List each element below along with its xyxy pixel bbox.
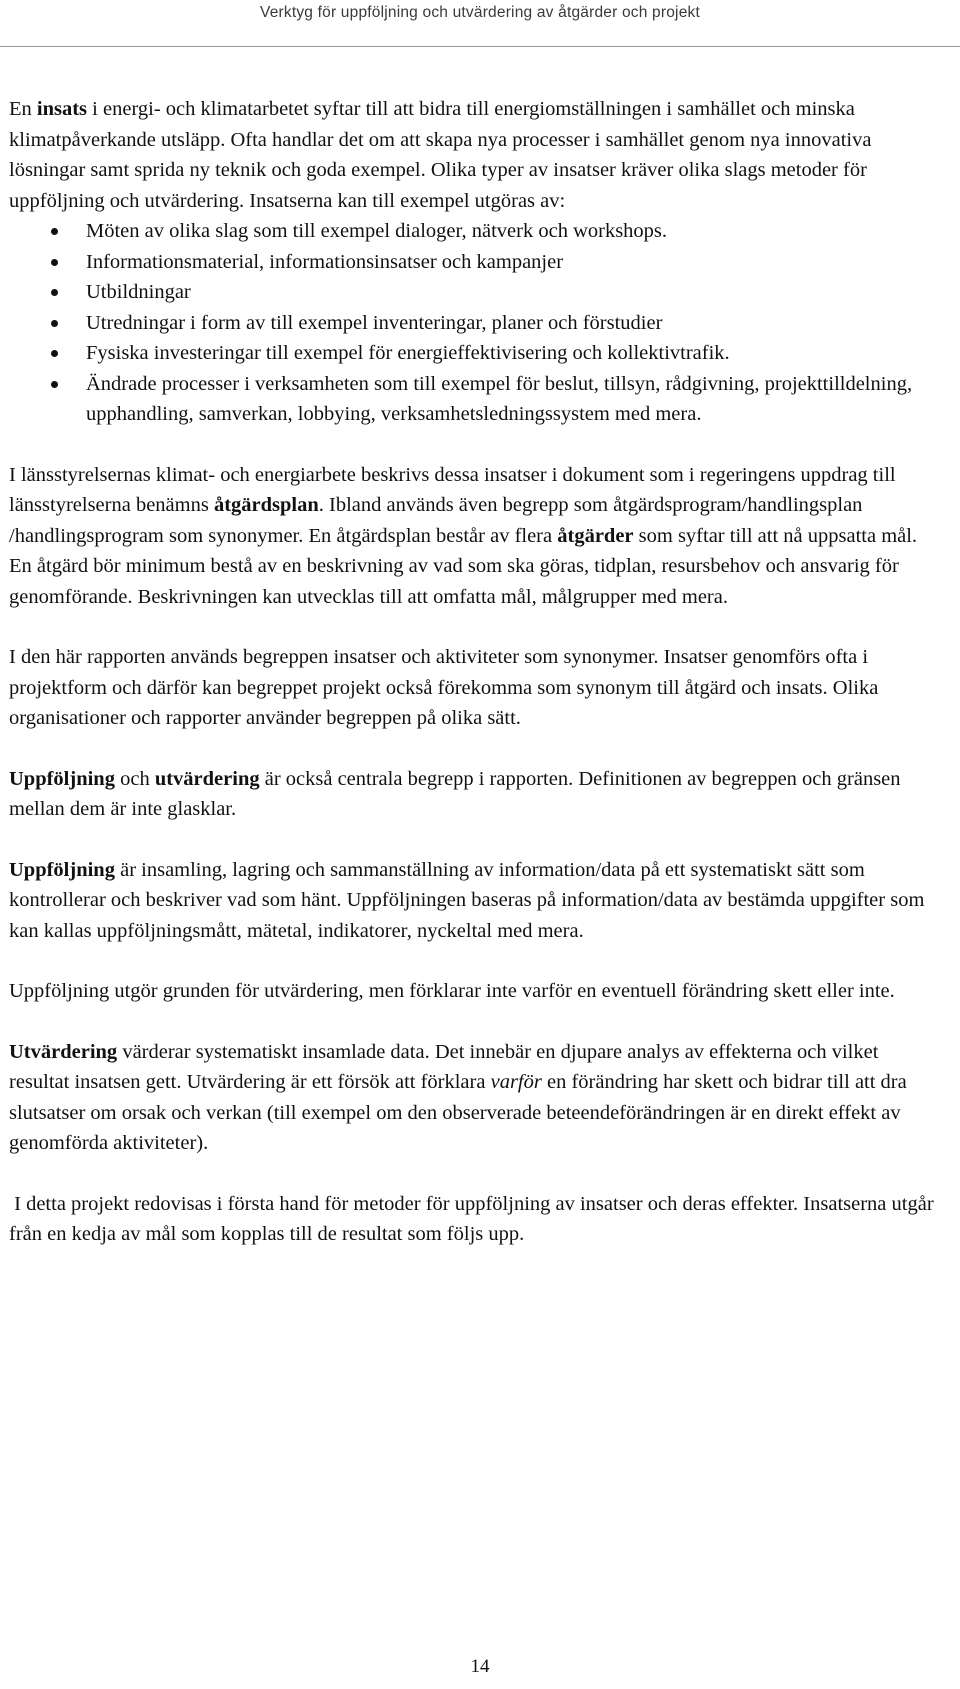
term-uppfoljning: Uppföljning <box>9 858 115 881</box>
list-item: Utredningar i form av till exempel inventeringar, planer och förstudier <box>9 308 939 339</box>
term-uppfoljning: Uppföljning <box>9 767 115 790</box>
page-number: 14 <box>470 1656 490 1677</box>
list-item: Ändrade processer i verksamheten som till exempel för beslut, tillsyn, rådgivning, projekttilldelning, upphandling, samverkan, lobbying, verksamhetsledningssystem med mera. <box>9 369 939 430</box>
document-body <box>9 94 939 1250</box>
term-utvardering: Utvärdering <box>9 1040 118 1063</box>
running-header <box>0 0 960 47</box>
paragraph-uppfoljning-definition: Uppföljning är insamling, lagring och sammanställning av information/data på ett systematiskt sätt som kontrollerar och beskriver vad som hänt. Uppföljningen baseras på information/data av bestämda uppgifter som kan kallas uppföljningsmått, mätetal, indikatorer, nyckeltal med mera. <box>9 858 925 942</box>
bullet-icon <box>51 320 58 327</box>
paragraph-insats-intro: En insats i energi- och klimatarbetet syftar till att bidra till energiomställningen i samhället och minska klimatpåverkande utsläpp. Ofta handlar det om att skapa nya processer i samhället genom nya innovativa lösningar samt sprida ny teknik och goda exempel. Olika typer av insatser kräver olika slags metoder för uppföljning och utvärdering. Insatserna kan till exempel utgöras av: <box>9 98 872 212</box>
paragraph-central-concepts: Uppföljning och utvärdering är också centrala begrepp i rapporten. Definitionen av begreppen och gränsen mellan dem är inte glasklar. <box>9 767 901 820</box>
bullet-icon <box>51 289 58 296</box>
term-insats: insats <box>36 98 88 120</box>
term-atgardsplan: åtgärdsplan <box>213 494 319 516</box>
term-atgarder: åtgärder <box>557 524 634 547</box>
paragraph-utvardering-definition: Utvärdering värderar systematiskt insamlade data. Det innebär en djupare analys av effekterna och vilket resultat insatsen gett. Utvärdering är ett försök att förklara varför en förändring har skett och bidrar till att dra slutsatser om orsak och verkan (till exempel om den observerade beteendeförändringen är en direkt effekt av genomförda aktiviteter). <box>9 1040 907 1154</box>
term-utvardering: utvärdering <box>154 767 260 790</box>
list-item: Möten av olika slag som till exempel dialoger, nätverk och workshops. <box>9 216 939 247</box>
list-item: Fysiska investeringar till exempel för energieffektivisering och kollektivtrafik. <box>9 338 939 369</box>
bullet-icon <box>51 350 58 357</box>
paragraph-project-scope: I detta projekt redovisas i första hand för metoder för uppföljning av insatser och deras effekter. Insatserna utgår från en kedja av mål som kopplas till de resultat som följs upp. <box>9 1192 939 1245</box>
list-item: Utbildningar <box>9 277 939 308</box>
bullet-icon <box>51 228 58 235</box>
list-item: Informationsmaterial, informationsinsatser och kampanjer <box>9 247 939 278</box>
insats-examples-list <box>9 216 939 430</box>
bullet-icon <box>51 381 58 388</box>
bullet-icon <box>51 259 58 266</box>
paragraph-synonyms: I den här rapporten används begreppen insatser och aktiviteter som synonymer. Insatser genomförs ofta i projektform och därför kan begreppet projekt också förekomma som synonym till åtgärd och insats. Olika organisationer och rapporter använder begreppen på olika sätt. <box>9 646 879 729</box>
header-title: Verktyg för uppföljning och utvärdering av åtgärder och projekt <box>260 4 700 21</box>
emphasis-varfor: varför <box>490 1071 542 1093</box>
paragraph-atgardsplan: I länsstyrelsernas klimat- och energiarbete beskrivs dessa insatser i dokument som i regeringens uppdrag till länsstyrelserna benämns åtgärdsplan. Ibland används även begrepp som åtgärdsprogram/handlingsplan /handlingsprogram som synonymer. En åtgärdsplan består av flera åtgärder som syftar till att nå uppsatta mål. En åtgärd bör minimum bestå av en beskrivning av vad som ska göras, tidplan, resursbehov och ansvarig för genomförande. Beskrivningen kan utvecklas till att omfatta mål, målgrupper med mera. <box>9 463 918 608</box>
paragraph-uppfoljning-basis: Uppföljning utgör grunden för utvärdering, men förklarar inte varför en eventuell förändring skett eller inte. <box>9 980 895 1002</box>
